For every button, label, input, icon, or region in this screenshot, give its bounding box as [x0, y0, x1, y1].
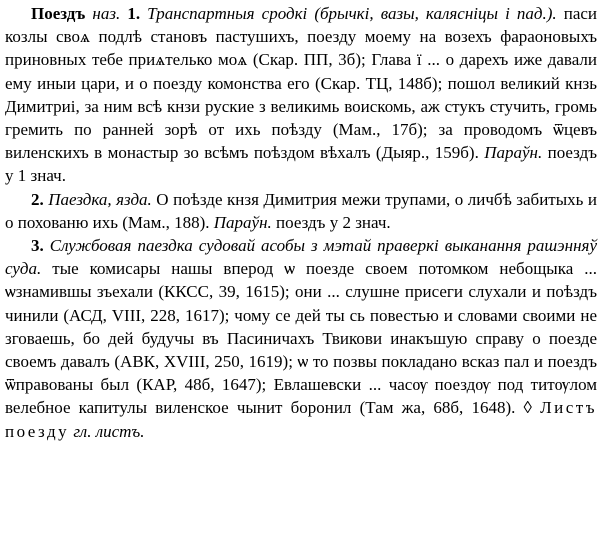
compound-reference: гл. листъ. [73, 421, 145, 441]
paradigm-label: Параўн. [213, 212, 272, 232]
sense-quotations: паси козлы своѧ подлѣ становъ пастушихъ, поезду моему на возехъ фараоновыхъ приновных тебе приѧтелько моѧ (Скар. ПП, 3б); Глава ї ... о дарехъ иже давали ему иныи цари, и о поезду комонства его (Скар. ТЦ, 148б); пошол великий кнзь Димитриі, за ним всѣ кнзи руские з великимь воискомь, аж стукъ стучить, громь гремить по ранней зорѣ от ихь поѣзду (Мам., 17б); за проводомъ ѿцевъ виленскихъ в монастыр зо всѣмъ поѣздом вѣхалъ (Дыяр., 159б). [5, 4, 598, 163]
compound-term: Листъ поезду [5, 398, 598, 441]
sense-definition: Службовая паездка судовай асобы з мэтай праверкі выканання рашэнняў суда. [5, 236, 597, 279]
paradigm-label: Параўн. [484, 143, 543, 163]
sense-definition: Паездка, язда. [48, 189, 152, 209]
sense-number: 1. [127, 4, 141, 23]
paradigm-text: поездъ у 1 знач. [5, 143, 598, 186]
part-of-speech: наз. [92, 4, 121, 23]
sense-1 [5, 2, 597, 188]
sense-definition: Транспартныя сродкі (брычкі, вазы, калясніцы і пад.). [147, 4, 557, 23]
sense-quotations: тые комисары нашы вперод ѡ поезде своем потомком небощыка ... ѡзнамившы зъехали (ККСС, 39, 1615); они ... слушне присеги слухали и поѣздъ чинили (АСД, VIII, 228, 1617); чому се дей ты сь повестью и словами своими не зговаешь, бо дей будучы въ Пасиничахъ Твикови инакъшую справу о поезде своемъ давалъ (АВК, XVIII, 250, 1619); ѡ то позвы покладано всказ пал и поездъ ѿправованы был (КАР, 48б, 1647); Евлашевски ... часѹ поездѹ под титѹлом велебное капитулы виленское чынит боронил (Там жа, 68б, 1648). [5, 259, 597, 418]
paradigm-text: поездъ у 2 знач. [276, 212, 391, 232]
headword: Поездъ [31, 4, 86, 23]
sense-2 [5, 188, 597, 234]
sense-number: 3. [31, 236, 44, 256]
compound-marker: ◊ [523, 398, 532, 418]
sense-number: 2. [31, 189, 44, 209]
sense-3 [5, 234, 597, 443]
sense-quotations: О поѣзде кнзя Димитрия межи трупами, о личбѣ забитыхь и о похованю ихь (Мам., 188). [5, 189, 598, 232]
